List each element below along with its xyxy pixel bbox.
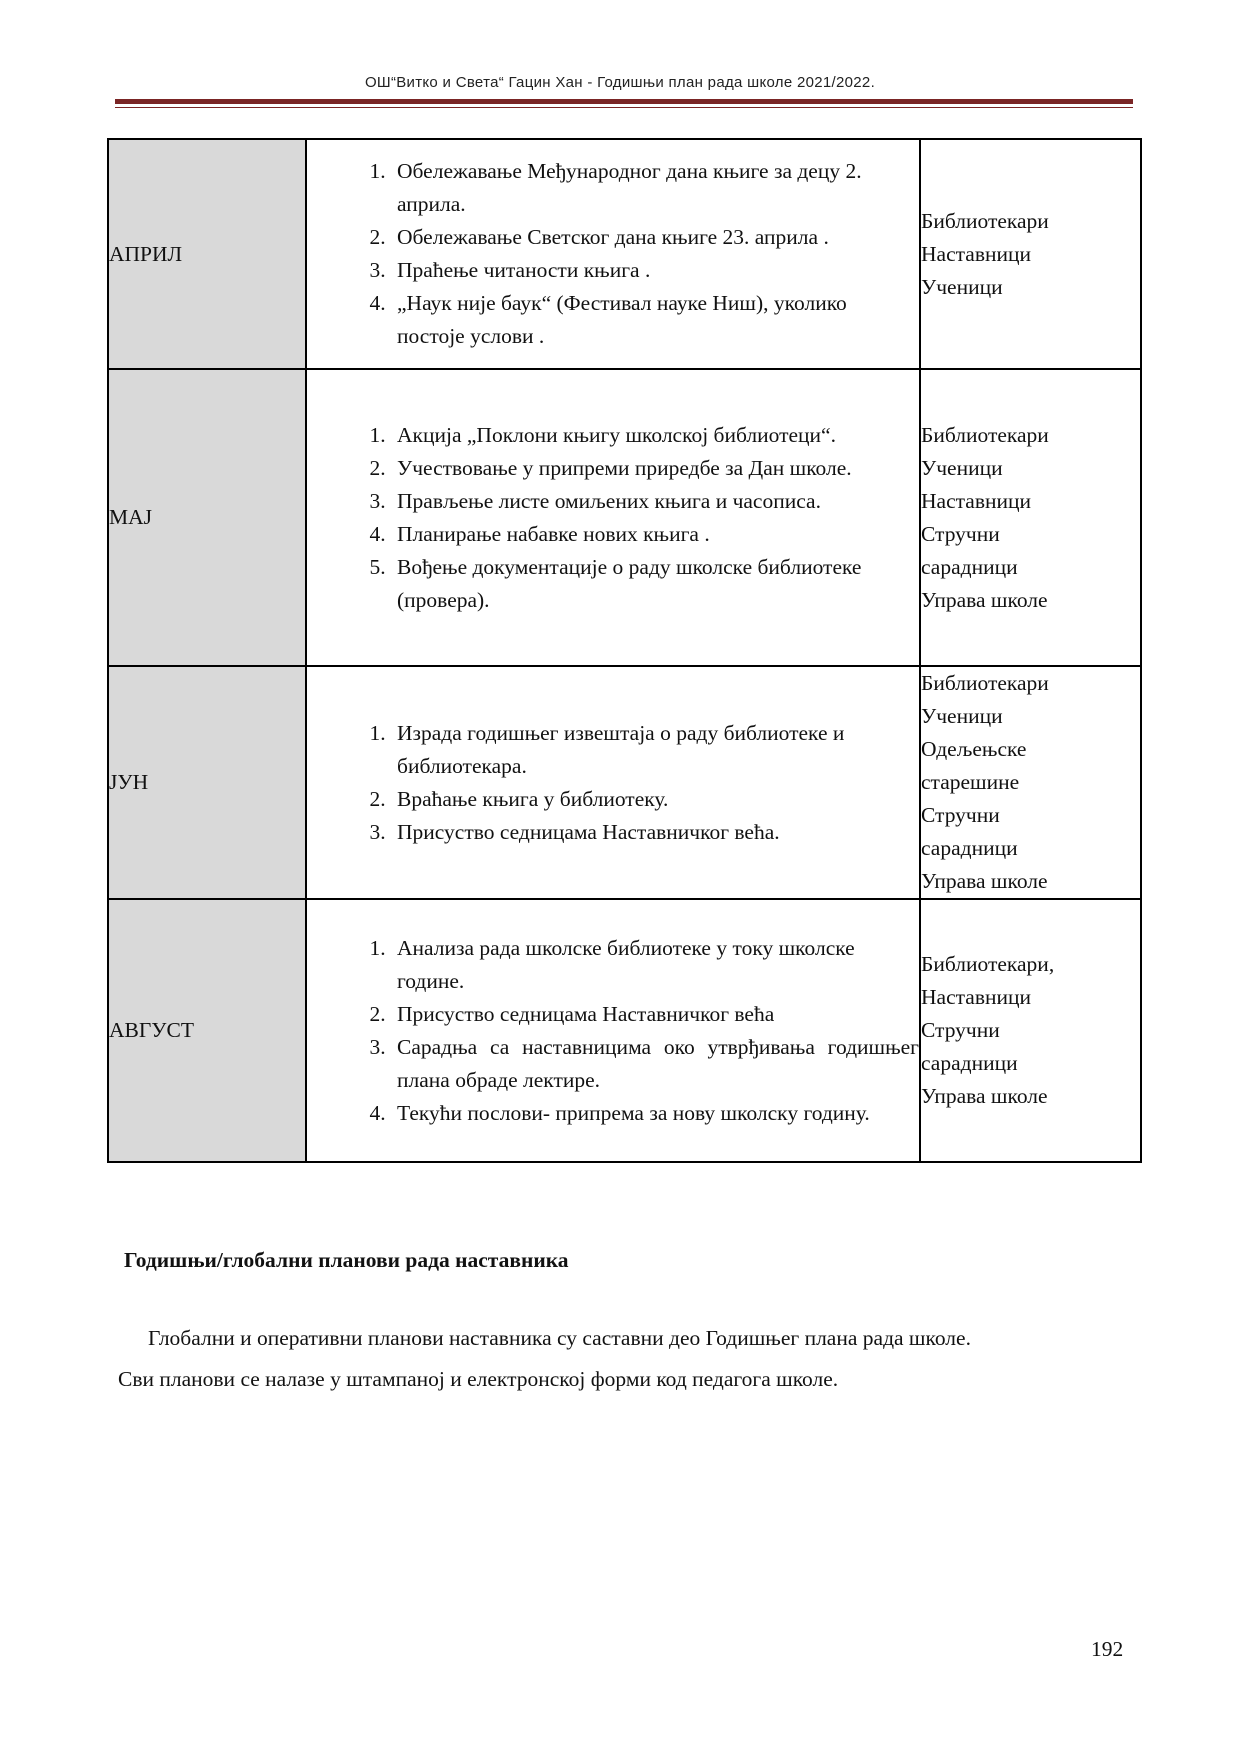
participant: Стручни: [921, 521, 1000, 546]
page-header-title: ОШ“Витко и Света“ Гацин Хан - Годишњи план рада школе 2021/2022.: [364, 74, 876, 91]
list-item: 4. Планирање набавке нових књига .: [391, 518, 919, 551]
list-item: 1. Обележавање Међународног дана књиге за децу 2. априла.: [391, 155, 919, 221]
paragraph-line: Сви планови се налазе у штампаној и електронској форми код педагога школе.: [118, 1367, 839, 1391]
activities-cell: [306, 139, 920, 369]
participant: Ученици: [921, 704, 1003, 728]
list-item: 3. Прављење листе омиљених књига и часописа.: [391, 485, 919, 518]
list-item: 1. Акција „Поклони књигу школској библиотеци“.: [391, 419, 919, 452]
paragraph-line: Глобални и оперативни планови наставника су саставни део Годишњег плана рада школе.: [148, 1326, 971, 1350]
month-cell: АПРИЛ: [108, 139, 306, 369]
participant: Наставници: [921, 488, 1031, 513]
list-item: 2. Присуство седницама Наставничког већа: [391, 998, 919, 1031]
activities-list: [307, 932, 919, 1130]
participant: Наставници: [921, 241, 1031, 266]
participant: Библиотекари,: [921, 952, 1055, 976]
participant: Стручни: [921, 1018, 1000, 1042]
table-row: [108, 369, 1141, 666]
participant: Управа школе: [921, 1084, 1048, 1108]
month-cell: ЈУН: [108, 666, 306, 899]
list-item: 3. Сарадња са наставницима око утврђивања годишњег плана обраде лектире.: [391, 1031, 919, 1097]
activities-cell: [306, 369, 920, 666]
participants-cell: [920, 369, 1141, 666]
participants-cell: [920, 666, 1141, 899]
section-paragraph: [118, 1318, 1128, 1400]
activities-cell: [306, 666, 920, 899]
participant: Библиотекари: [921, 208, 1049, 233]
activities-list: [307, 717, 919, 849]
header-divider-thick: [115, 99, 1133, 104]
list-item: 2. Враћање књига у библиотеку.: [391, 783, 919, 816]
participants-cell: [920, 899, 1141, 1162]
table-row: [108, 139, 1141, 369]
header-divider-thin: [115, 107, 1133, 108]
activities-list: [307, 155, 919, 353]
month-cell: АВГУСТ: [108, 899, 306, 1162]
page-number: 192: [1091, 1637, 1124, 1661]
participant: Одељењске: [921, 737, 1027, 761]
section-title: Годишњи/глобални планови рада наставника: [124, 1248, 569, 1272]
list-item: 5. Вођење документације о раду школске библиотеке (провера).: [391, 551, 919, 617]
month-cell: МАЈ: [108, 369, 306, 666]
participant: Библиотекари: [921, 422, 1049, 447]
table-row: [108, 899, 1141, 1162]
participants-cell: [920, 139, 1141, 369]
table-row: [108, 666, 1141, 899]
list-item: 3. Присуство седницама Наставничког већа.: [391, 816, 919, 849]
participant: Ученици: [921, 274, 1003, 299]
participant: старешине: [921, 770, 1020, 794]
participant: Управа школе: [921, 869, 1048, 893]
participant: Управа школе: [921, 587, 1048, 612]
list-item: 3. Праћење читаности књига .: [391, 254, 919, 287]
participant: сарадници: [921, 1051, 1018, 1075]
list-item: 2. Обележавање Светског дана књиге 23. априла .: [391, 221, 919, 254]
participant: Наставници: [921, 985, 1031, 1009]
list-item: 4. „Наук није баук“ (Фестивал науке Ниш), уколико постоје услови .: [391, 287, 919, 353]
participant: Библиотекари: [921, 671, 1049, 695]
library-plan-table: [107, 138, 1142, 1163]
participant: Ученици: [921, 455, 1003, 480]
list-item: 2. Учествовање у припреми приредбе за Дан школе.: [391, 452, 919, 485]
participant: Стручни: [921, 803, 1000, 827]
list-item: 1. Израда годишњег извештаја о раду библиотеке и библиотекара.: [391, 717, 919, 783]
activities-cell: [306, 899, 920, 1162]
list-item: 1. Анализа рада школске библиотеке у току школске године.: [391, 932, 919, 998]
list-item: 4. Текући послови- припрема за нову школску годину.: [391, 1097, 919, 1130]
participant: сарадници: [921, 836, 1018, 860]
activities-list: [307, 419, 919, 617]
participant: сарадници: [921, 554, 1018, 579]
